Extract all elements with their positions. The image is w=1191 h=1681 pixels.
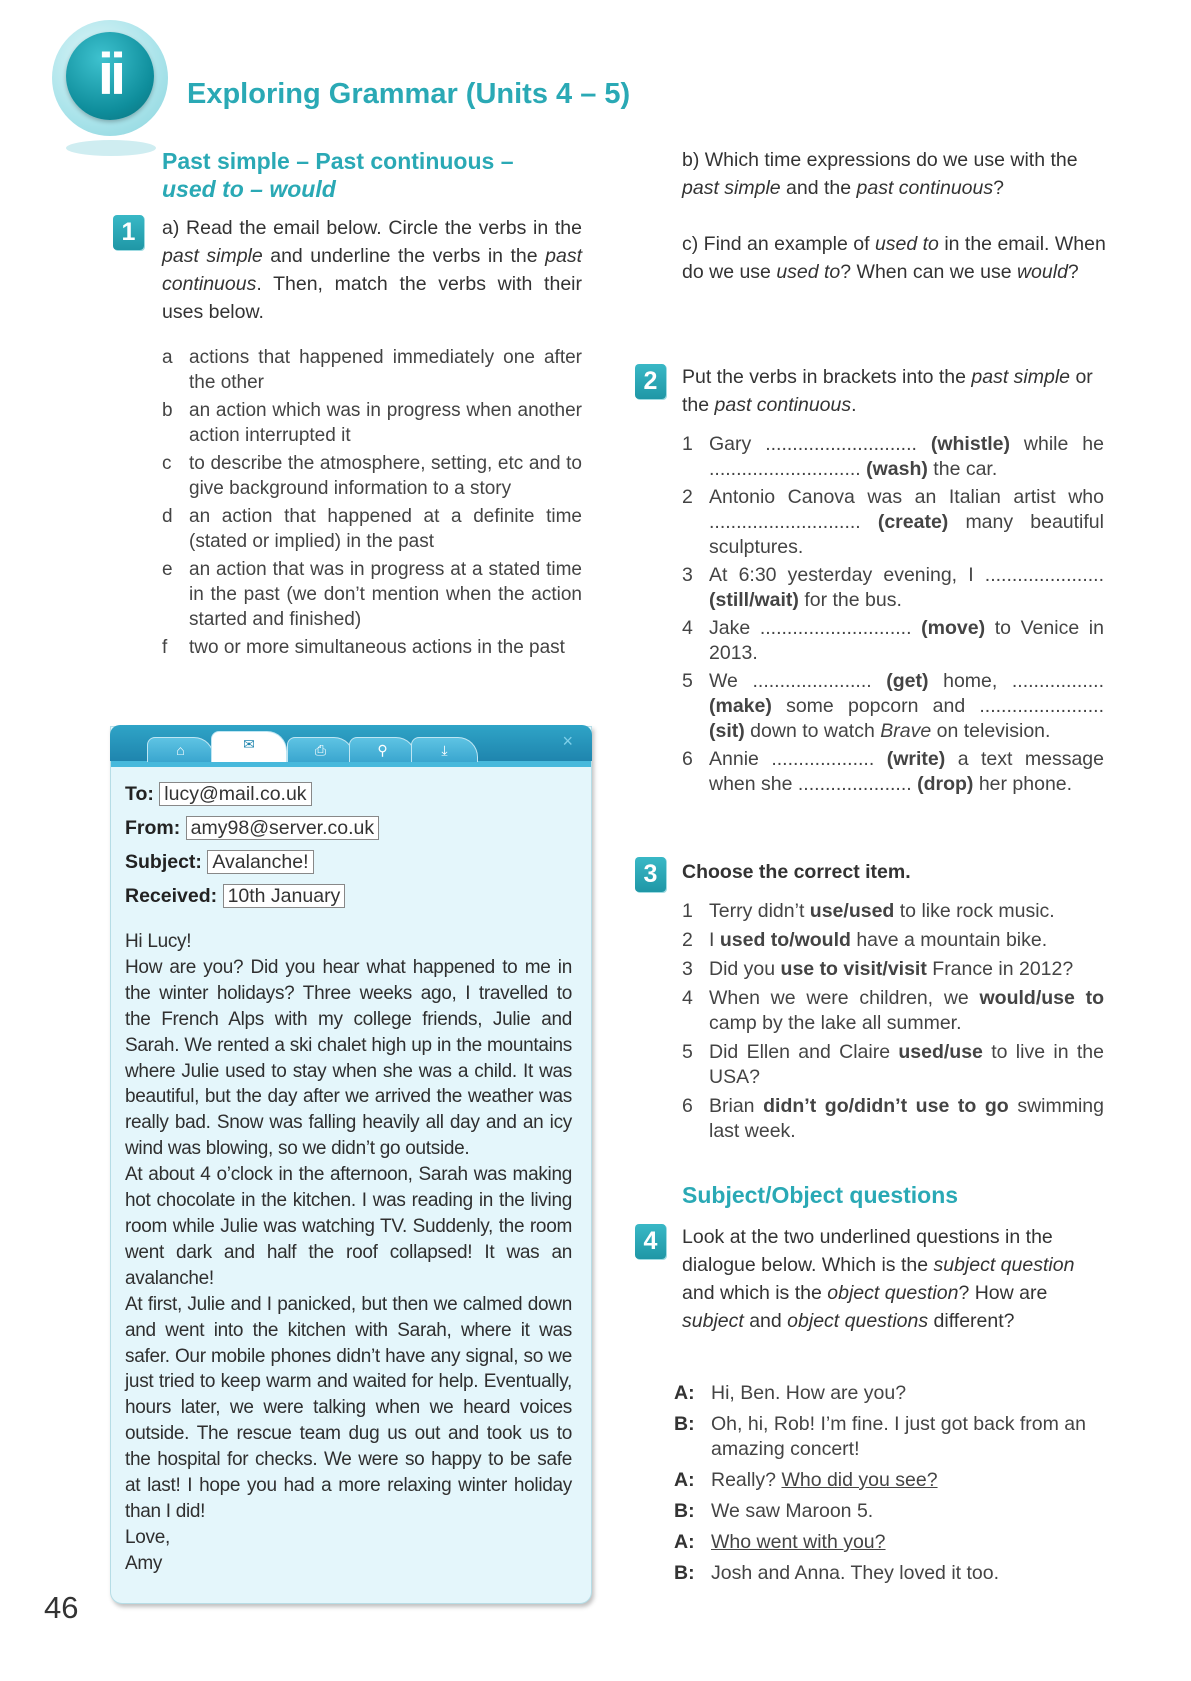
section-title-subject-object: Subject/Object questions (682, 1182, 959, 1208)
list-item: 6 Brian didn’t go/didn’t use to go swimming last week. (682, 1095, 1104, 1142)
list-item: c to describe the atmosphere, setting, etc and to give background information to a story (162, 453, 582, 499)
exercise-2-instruction: Put the verbs in brackets into the past simple or the past continuous. (682, 366, 1093, 416)
dialogue-line: A: Who went with you? (674, 1531, 886, 1553)
underlined-question: Who did you see? (781, 1469, 938, 1491)
dialogue-line: B: Oh, hi, Rob! I’m fine. I just got back from an amazing concert! (674, 1413, 1086, 1460)
download-icon[interactable]: ⤓ (411, 737, 478, 762)
list-item: 2 Antonio Canova was an Italian artist who ............................ (create) many beautiful sculptures. (682, 486, 1104, 558)
uses-list (162, 345, 582, 660)
close-icon[interactable]: × (562, 731, 573, 751)
exercise-3-list (682, 899, 1104, 1144)
section-logo (52, 20, 172, 140)
dialogue (674, 1381, 1114, 1592)
search-icon[interactable]: ⚲ (349, 737, 416, 762)
list-item: d an action that happened at a definite time (stated or implied) in the past (162, 506, 582, 552)
section-title-past: Past simple – Past continuous – used to – would (162, 148, 514, 202)
email-to-value: lucy@mail.co.uk (159, 782, 311, 806)
exercise-1-badge: 1 (113, 215, 144, 250)
email-from-value: amy98@server.co.uk (186, 816, 379, 840)
list-item: e an action that was in progress at a stated time in the past (we don’t mention when the action started and finished) (162, 559, 582, 630)
exercise-3-badge: 3 (635, 857, 666, 892)
email-from-field: From: amy98@server.co.uk (125, 817, 379, 840)
print-icon[interactable]: ⎙ (287, 737, 354, 762)
dialogue-line: A: Hi, Ben. How are you? (674, 1382, 907, 1404)
list-item: 1 Terry didn’t use/used to like rock music. (682, 900, 1055, 922)
list-item: 4 When we were children, we would/use to camp by the lake all summer. (682, 987, 1104, 1034)
email-to-field: To: lucy@mail.co.uk (125, 783, 312, 806)
list-item: 3 At 6:30 yesterday evening, I ...................... (still/wait) for the bus. (682, 564, 1104, 611)
list-item: 3 Did you use to visit/visit France in 2012? (682, 958, 1074, 980)
list-item: 2 I used to/would have a mountain bike. (682, 929, 1048, 951)
email-subject-field: Subject: Avalanche! (125, 851, 314, 874)
underlined-question: Who went with you? (711, 1531, 886, 1553)
page-number: 46 (44, 1590, 79, 1625)
email-received-value: 10th January (223, 884, 346, 908)
exercise-1b: b) Which time expressions do we use with the past simple and the past continuous? (682, 149, 1078, 199)
dialogue-line: B: Josh and Anna. They loved it too. (674, 1562, 1000, 1584)
email-body: Hi Lucy! How are you? Did you hear what happened to me in the winter holidays? Three weeks ago, I travelled to the French Alps with my college friends, Julie and Sarah. We rented a ski chalet high up in the mountains where Julie used to stay when she was a child. It was beautiful, but the day after we arrived the weather was really bad. Snow was falling heavily all day and an icy wind was blowing, so we didn’t go outside. At about 4 o’clock in the afternoon, Sarah was making hot chocolate in the kitchen. I was reading in the living room while Julie was watching TV. Suddenly, the room went dark and half the roof collapsed! It was an avalanche! At first, Julie and I panicked, but then we calmed down and went into the kitchen with Sarah, where it was safer. Our mobile phones didn’t have any signal, so we just tried to keep warm and waited for help. Eventually, hours later, we were talking when we heard voices outside. The rescue team dug us out and took us to the hospital for checks. We were so happy to be safe at last! I hope you had a more relaxing winter holiday than I did! Love, Amy (125, 931, 572, 1574)
list-item: b an action which was in progress when another action interrupted it (162, 400, 582, 446)
exercise-2-badge: 2 (635, 364, 666, 399)
exercise-3-instruction: Choose the correct item. (682, 861, 911, 883)
dialogue-line: B: We saw Maroon 5. (674, 1500, 874, 1522)
exercise-1c: c) Find an example of used to in the email. When do we use used to? When can we use would? (682, 233, 1106, 283)
exercise-2-list (682, 432, 1104, 797)
logo-text: ii (97, 42, 123, 107)
dialogue-line: A: Really? Who did you see? (674, 1469, 938, 1491)
email-subject-value: Avalanche! (207, 850, 313, 874)
list-item: 5 We ...................... (get) home, ................. (make) some popcorn and ....................... (sit) down to watch Brave on television. (682, 670, 1104, 742)
email-received-field: Received: 10th January (125, 885, 345, 908)
exercise-4-badge: 4 (635, 1224, 666, 1259)
email-window (110, 726, 592, 1604)
mail-icon[interactable]: ✉ (211, 731, 287, 762)
exercise-1-instruction: a) Read the email below. Circle the verbs in the past simple and underline the verbs in the past continuous. Then, match the verbs with their uses below. (162, 217, 582, 323)
page-title: Exploring Grammar (Units 4 – 5) (187, 78, 631, 110)
list-item: 6 Annie ................... (write) a text message when she ..................... (drop) her phone. (682, 748, 1104, 795)
list-item: 4 Jake ............................ (move) to Venice in 2013. (682, 617, 1104, 664)
list-item: 5 Did Ellen and Claire used/use to live in the USA? (682, 1041, 1104, 1088)
list-item: f two or more simultaneous actions in the past (162, 637, 565, 658)
home-icon[interactable]: ⌂ (147, 737, 214, 762)
list-item: a actions that happened immediately one after the other (162, 347, 582, 393)
exercise-4-instruction: Look at the two underlined questions in the dialogue below. Which is the subject question and which is the object question? How are subject and object questions different? (682, 1226, 1075, 1332)
list-item: 1 Gary ............................ (whistle) while he ............................ (wash) the car. (682, 433, 1104, 480)
